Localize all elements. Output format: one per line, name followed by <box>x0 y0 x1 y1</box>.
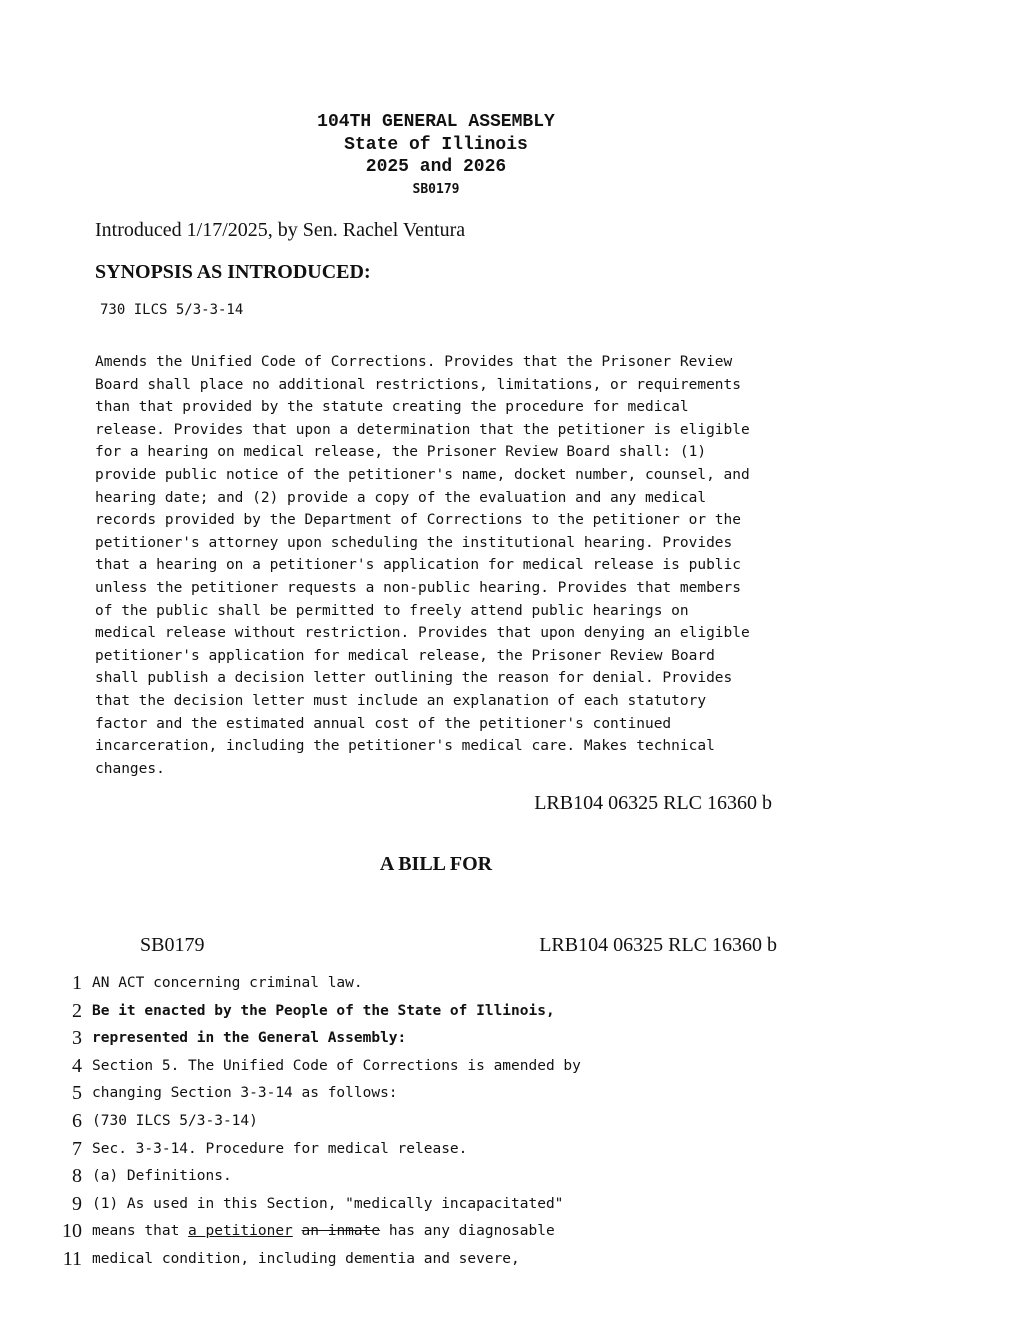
inserted-text: a petitioner <box>188 1223 293 1240</box>
line-text: medical condition, including dementia and severe, <box>92 1250 520 1267</box>
line-text <box>92 1218 555 1246</box>
bill-line <box>0 1025 1024 1053</box>
synopsis-line: shall publish a decision letter outlining the reason for denial. Provides <box>95 670 733 687</box>
line-number: 3 <box>72 1027 82 1050</box>
deleted-text: an inmate <box>301 1223 381 1240</box>
synopsis-line: Board shall place no additional restrictions, limitations, or requirements <box>95 376 742 393</box>
lrb-code: LRB104 06325 RLC 16360 b <box>534 792 772 814</box>
synopsis-line: than that provided by the statute creating the procedure for medical <box>95 399 689 416</box>
bill-line <box>0 1108 1024 1136</box>
synopsis-line: unless the petitioner requests a non-public hearing. Provides that members <box>95 579 742 596</box>
line-number: 11 <box>62 1247 82 1270</box>
synopsis-line: release. Provides that upon a determination that the petitioner is eligible <box>95 421 750 438</box>
synopsis-text <box>95 351 795 780</box>
enacting-clause-text: represented in the General Assembly: <box>92 1030 407 1047</box>
synopsis-line: medical release without restriction. Provides that upon denying an eligible <box>95 625 750 642</box>
line-text: changing Section 3-3-14 as follows: <box>92 1085 398 1102</box>
line-text: (a) Definitions. <box>92 1168 232 1185</box>
line-text: AN ACT concerning criminal law. <box>92 975 363 991</box>
line-number: 7 <box>72 1137 82 1160</box>
bill-line <box>0 1080 1024 1108</box>
synopsis-title: SYNOPSIS AS INTRODUCED: <box>95 261 371 283</box>
a-bill-for-heading: A BILL FOR <box>379 853 493 875</box>
line-text-before: means that <box>92 1223 189 1240</box>
statute-citation: 730 ILCS 5/3-3-14 <box>100 302 244 318</box>
line-text-after: has any diagnosable <box>380 1223 555 1240</box>
synopsis-line: hearing date; and (2) provide a copy of the evaluation and any medical <box>95 489 707 506</box>
synopsis-line: incarceration, including the petitioner's medical care. Makes technical <box>95 738 715 755</box>
synopsis-line: petitioner's attorney upon scheduling the institutional hearing. Provides <box>95 534 733 551</box>
bill-line <box>0 1246 1024 1274</box>
bill-line <box>0 1163 1024 1191</box>
line-number: 9 <box>72 1192 82 1215</box>
bill-text <box>0 970 1024 1274</box>
line-number: 5 <box>72 1082 82 1105</box>
line-number: 1 <box>72 972 82 994</box>
line-text: (730 ILCS 5/3-3-14) <box>92 1112 258 1129</box>
assembly-title: 104TH GENERAL ASSEMBLY <box>317 112 555 132</box>
bill-line <box>0 1218 1024 1246</box>
synopsis-line: of the public shall be permitted to freely attend public hearings on <box>95 602 689 619</box>
synopsis-line: factor and the estimated annual cost of the petitioner's continued <box>95 715 672 732</box>
synopsis-line: that the decision letter must include an explanation of each statutory <box>95 692 707 709</box>
line-number: 8 <box>72 1165 82 1188</box>
bill-line <box>0 970 1024 998</box>
bill-line <box>0 1053 1024 1081</box>
synopsis-line: petitioner's application for medical release, the Prisoner Review Board <box>95 647 715 664</box>
synopsis-line: for a hearing on medical release, the Prisoner Review Board shall: (1) <box>95 444 707 461</box>
page-header-lrb: LRB104 06325 RLC 16360 b <box>539 934 777 956</box>
synopsis-line: records provided by the Department of Corrections to the petitioner or the <box>95 512 742 529</box>
bill-line <box>0 1136 1024 1164</box>
line-number: 2 <box>72 999 82 1022</box>
enacting-clause-text: Be it enacted by the People of the State of Illinois, <box>92 1002 555 1019</box>
line-text: Section 5. The Unified Code of Corrections is amended by <box>92 1057 581 1074</box>
bill-line <box>0 998 1024 1026</box>
introduced-line: Introduced 1/17/2025, by Sen. Rachel Ventura <box>95 219 466 241</box>
line-text: Sec. 3-3-14. Procedure for medical release. <box>92 1140 468 1157</box>
synopsis-line: that a hearing on a petitioner's application for medical release is public <box>95 557 742 574</box>
synopsis-line: provide public notice of the petitioner's name, docket number, counsel, and <box>95 466 750 483</box>
page-header-bill: SB0179 <box>140 934 205 956</box>
session-years: 2025 and 2026 <box>365 157 507 177</box>
bill-number-header: SB0179 <box>412 182 460 197</box>
line-number: 4 <box>72 1054 82 1077</box>
line-text: (1) As used in this Section, "medically incapacitated" <box>92 1195 564 1212</box>
synopsis-line: Amends the Unified Code of Corrections. Provides that the Prisoner Review <box>95 354 733 370</box>
line-number: 10 <box>62 1220 82 1243</box>
line-number: 6 <box>72 1109 82 1132</box>
synopsis-line: changes. <box>95 760 165 777</box>
bill-line <box>0 1191 1024 1219</box>
state-title: State of Illinois <box>344 135 528 155</box>
